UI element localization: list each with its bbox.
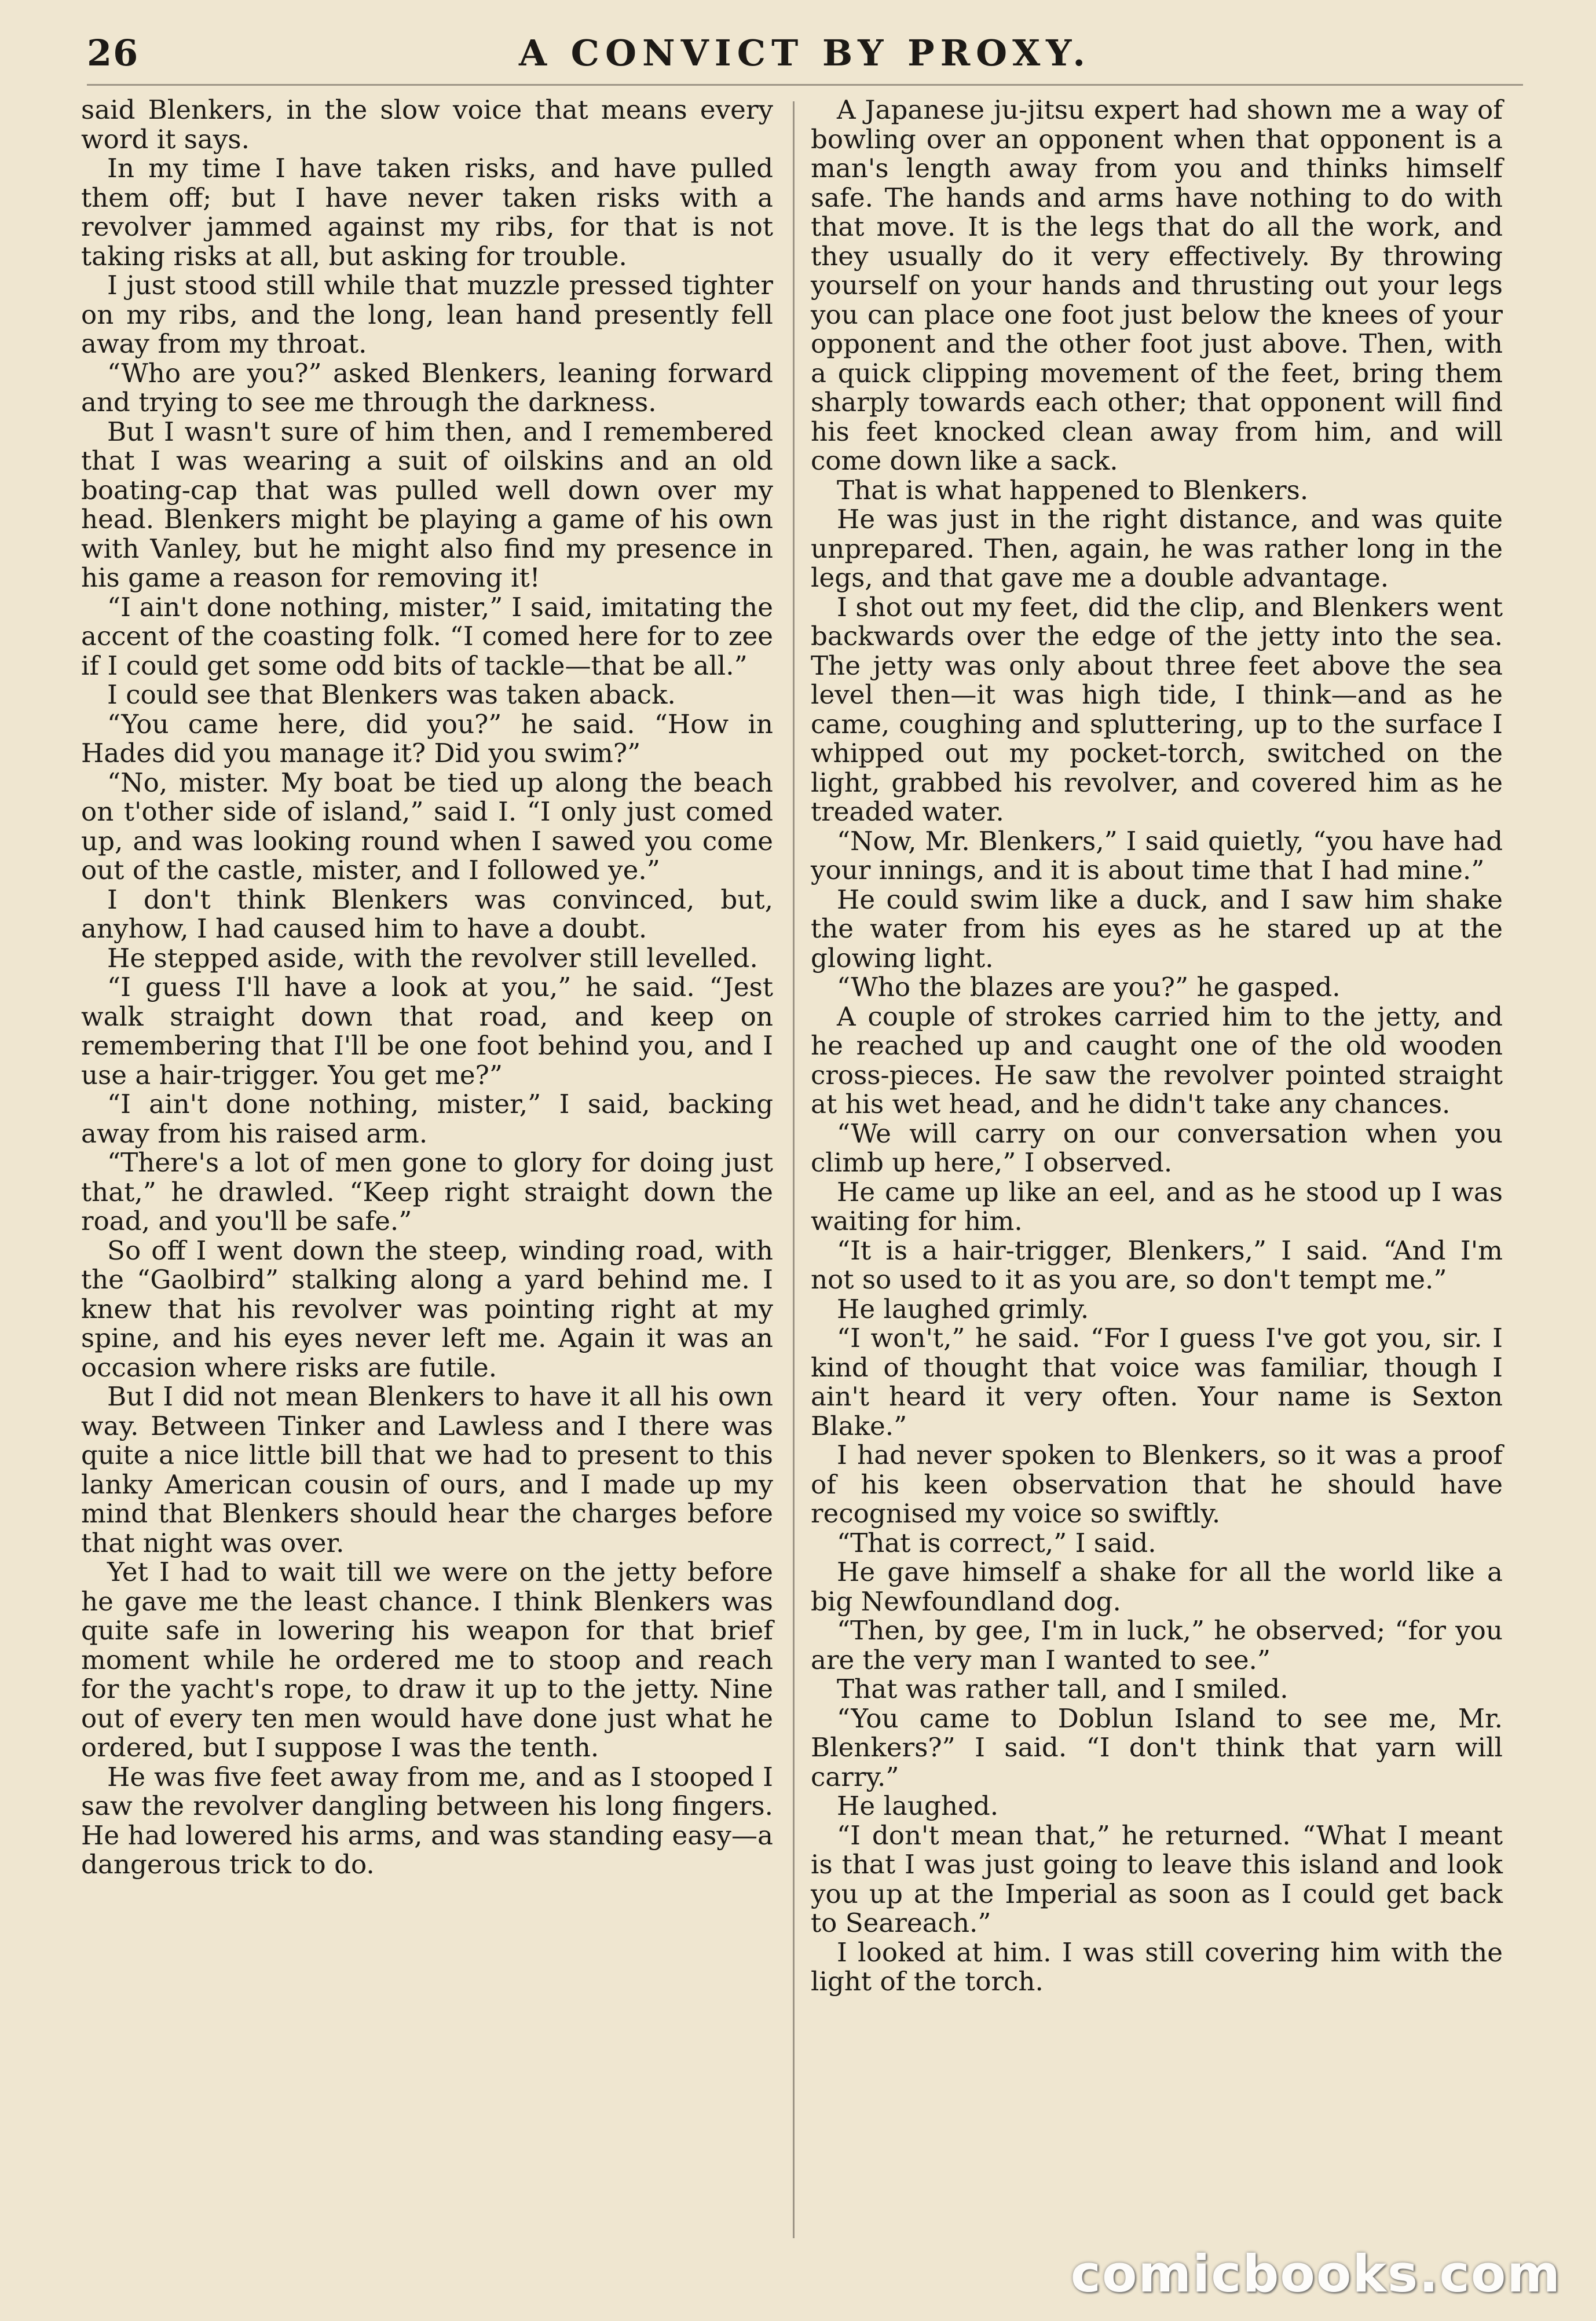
- page-number: 26: [87, 32, 140, 74]
- paragraph: So off I went down the steep, winding road, with the “Gaolbird” stalking along a yard behind me. I knew that his revolver was pointing right at my spine, and his eyes never left me. Again it was an occasion where risks are futile.: [81, 1235, 773, 1383]
- left-column: [81, 96, 773, 1880]
- paragraph: But I wasn't sure of him then, and I remembered that I was wearing a suit of oilskins and an old boating-cap that was pulled well down over my head. Blenkers might be playing a game of his own with Vanley, but he might also find my presence in his game a reason for removing it!: [81, 416, 773, 593]
- paragraph: “There's a lot of men gone to glory for doing just that,” he drawled. “Keep right straight down the road, and you'll be safe.”: [81, 1147, 773, 1236]
- paragraph: In my time I have taken risks, and have pulled them off; but I have never taken risks with a revolver jammed against my ribs, for that is not taking risks at all, but asking for trouble.: [81, 153, 773, 272]
- paragraph: “Who the blazes are you?” he gasped.: [837, 972, 1341, 1002]
- paragraph: Yet I had to wait till we were on the jetty before he gave me the least chance. I think Blenkers was quite safe in lowering his weapon for that brief moment while he ordered me to stoop and reach for the yacht's rope, to draw it up to the jetty. Nine out of every ten men would have done just what he ordered, but I suppose I was the tenth.: [81, 1557, 773, 1763]
- paragraph: “Then, by gee, I'm in luck,” he observed; “for you are the very man I wanted to see.”: [811, 1615, 1503, 1675]
- paragraph: He could swim like a duck, and I saw him shake the water from his eyes as he stared up at the glowing light.: [811, 884, 1503, 973]
- paragraph: A Japanese ju-jitsu expert had shown me a way of bowling over an opponent when that opponent is a man's length away from you and thinks himself safe. The hands and arms have nothing to do with that move. It is the legs that do all the work, and they usually do it very effectively. By throwing yourself on your hands and thrusting out your legs you can place one foot just below the knees of your opponent and the other foot just above. Then, with a quick clipping movement of the feet, bring them sharply towards each other; that opponent will find his feet knocked clean away from him, and will come down like a sack.: [811, 94, 1503, 476]
- paragraph: “I ain't done nothing, mister,” I said, backing away from his raised arm.: [81, 1089, 773, 1149]
- paragraph: He laughed grimly.: [837, 1293, 1089, 1324]
- paragraph: That was rather tall, and I smiled.: [837, 1674, 1288, 1704]
- paragraph: He gave himself a shake for all the world like a big Newfoundland dog.: [811, 1557, 1503, 1617]
- paragraph: I don't think Blenkers was convinced, but, anyhow, I had caused him to have a doubt.: [81, 884, 773, 944]
- paragraph: I had never spoken to Blenkers, so it was a proof of his keen observation that he should have recognised my voice so swiftly.: [811, 1440, 1503, 1529]
- paragraph: “We will carry on our conversation when you climb up here,” I observed.: [811, 1118, 1503, 1178]
- paragraph: He came up like an eel, and as he stood up I was waiting for him.: [811, 1176, 1503, 1236]
- paragraph: That is what happened to Blenkers.: [837, 474, 1309, 506]
- paragraph: But I did not mean Blenkers to have it all his own way. Between Tinker and Lawless and I there was quite a nice little bill that we had to present to this lanky American cousin of ours, and I made up my mind that Blenkers should hear the charges before that night was over.: [81, 1381, 773, 1558]
- paragraph: “Now, Mr. Blenkers,” I said quietly, “you have had your innings, and it is about time that I had mine.”: [811, 825, 1503, 885]
- paragraph: “No, mister. My boat be tied up along the beach on t'other side of island,” said I. “I only just comed up, and was looking round when I sawed you come out of the castle, mister, and I followed ye.”: [81, 767, 773, 885]
- running-title: A CONVICT BY PROXY.: [518, 32, 1092, 74]
- paragraph: “I guess I'll have a look at you,” he said. “Jest walk straight down that road, and keep on remembering that I'll be one foot behind you, and I use a hair-trigger. You get me?”: [81, 972, 773, 1090]
- column-divider: [793, 101, 795, 2238]
- paragraph: He laughed.: [837, 1791, 999, 1821]
- page-header: [87, 32, 1523, 96]
- paragraph: “You came to Doblun Island to see me, Mr. Blenkers?” I said. “I don't think that yarn will carry.”: [811, 1703, 1503, 1792]
- paragraph: He was five feet away from me, and as I stooped I saw the revolver dangling between his long fingers. He had lowered his arms, and was standing easy—a dangerous trick to do.: [81, 1761, 773, 1880]
- paragraph: “You came here, did you?” he said. “How in Hades did you manage it? Did you swim?”: [81, 708, 773, 768]
- right-column: [811, 96, 1503, 1997]
- paragraph: I shot out my feet, did the clip, and Blenkers went backwards over the edge of the jetty into the sea. The jetty was only about three feet above the sea level then—it was high tide, I think—and as he came, coughing and spluttering, up to the surface I whipped out my pocket-torch, switched on the light, grabbed his revolver, and covered him as he treaded water.: [811, 591, 1503, 827]
- paragraph: A couple of strokes carried him to the jetty, and he reached up and caught one of the old wooden cross-pieces. He saw the revolver pointed straight at his wet head, and he didn't take any chances.: [811, 1001, 1503, 1119]
- site-watermark: comicbooks.com: [1070, 2244, 1561, 2304]
- paragraph: “Who are you?” asked Blenkers, leaning forward and trying to see me through the darkness.: [81, 357, 773, 418]
- paragraph: “I won't,” he said. “For I guess I've got you, sir. I kind of thought that voice was familiar, though I ain't heard it very often. Your name is Sexton Blake.”: [811, 1323, 1503, 1441]
- paragraph: “That is correct,” I said.: [837, 1527, 1156, 1558]
- paragraph: “I ain't done nothing, mister,” I said, imitating the accent of the coasting folk. “I comed here for to zee if I could get some odd bits of tackle—that be all.”: [81, 591, 773, 681]
- paragraph: I just stood still while that muzzle pressed tighter on my ribs, and the long, lean hand presently fell away from my throat.: [81, 270, 773, 359]
- paragraph: said Blenkers, in the slow voice that means every word it says.: [81, 94, 773, 155]
- header-rule: [87, 84, 1523, 86]
- paragraph: He was just in the right distance, and was quite unprepared. Then, again, he was rather long in the legs, and that gave me a double advantage.: [811, 504, 1503, 593]
- paragraph: I looked at him. I was still covering him with the light of the torch.: [811, 1936, 1503, 1997]
- paragraph: I could see that Blenkers was taken aback.: [107, 679, 676, 710]
- paragraph: “It is a hair-trigger, Blenkers,” I said. “And I'm not so used to it as you are, so don't tempt me.”: [811, 1235, 1503, 1295]
- paragraph: “I don't mean that,” he returned. “What I meant is that I was just going to leave this island and look you up at the Imperial as soon as I could get back to Seareach.”: [811, 1820, 1503, 1938]
- paragraph: He stepped aside, with the revolver still levelled.: [107, 942, 758, 973]
